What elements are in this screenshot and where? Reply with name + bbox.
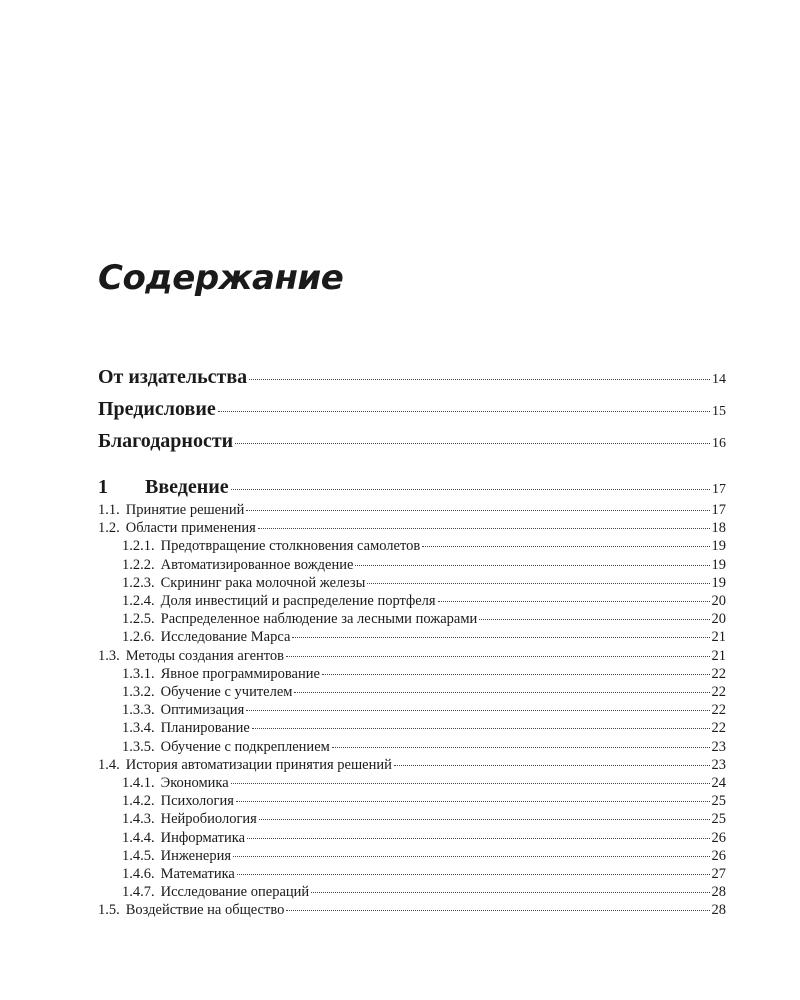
section-title: Исследование Марса [160,629,291,646]
section-title: Доля инвестиций и распределение портфеля [160,593,436,609]
section-number: 1.4. [98,756,120,773]
dot-leader [394,765,710,766]
section-number: 1.3.5. [122,738,155,755]
toc-entry-subsection[interactable] [122,720,726,737]
dot-leader [258,528,710,529]
dot-leader [438,601,710,602]
toc-entry-label [122,848,231,865]
dot-leader [286,656,709,657]
section-title: Математика [160,866,235,882]
section-number: 1.4.5. [122,847,155,864]
section-title: Области применения [125,520,256,537]
section-title: Принятие решений [125,502,245,518]
section-number: 1.4.2. [122,793,155,810]
toc-entry-chapter[interactable] [98,476,726,499]
toc-entry-subsection[interactable] [122,575,726,592]
toc-entry-label [122,775,229,792]
toc-page-number: 26 [711,829,726,846]
toc-entry-label [122,830,245,847]
toc-page-number: 19 [711,574,726,591]
toc-entry-subsection[interactable] [122,611,726,628]
section-title: Нейробиология [160,811,257,828]
chapter-title: Введение [145,476,229,498]
section-number: 1.2.6. [122,629,155,646]
section-number: 1.2.4. [122,593,155,609]
toc-entry-label [98,648,284,665]
toc-page-number: 26 [711,847,726,864]
dot-leader [252,728,710,729]
toc-page-number: 16 [712,436,726,451]
toc-entry-label [98,902,284,919]
section-title: Инженерия [160,847,231,864]
toc-entry-subsection[interactable] [122,830,726,847]
section-title: Планирование [160,720,250,737]
dot-leader [322,674,710,675]
toc-entry-label [122,684,292,701]
toc-page-number: 27 [711,866,726,882]
toc-page-number: 20 [711,593,726,609]
toc-page-number: 24 [711,775,726,791]
section-number: 1.5. [98,902,120,919]
section-number: 1.2.1. [122,538,155,555]
section-number: 1.3.2. [122,684,155,700]
toc-page-number: 18 [711,520,726,537]
section-number: 1.4.3. [122,811,155,828]
section-title: Обучение с подкреплением [160,738,330,755]
toc-page-number: 22 [711,702,726,719]
toc-page-number: 28 [711,902,726,919]
dot-leader [236,801,710,802]
dot-leader [332,747,710,748]
toc-entry-subsection[interactable] [122,684,726,701]
toc-entry-label [122,793,234,810]
section-number: 1.1. [98,502,120,518]
toc-entry-label [122,629,290,646]
toc-entry-label [122,739,330,756]
section-title: Оптимизация [160,702,245,719]
dot-leader [237,874,710,875]
dot-leader [247,838,709,839]
section-title: Скрининг рака молочной железы [160,574,366,591]
toc-page-number: 15 [712,404,726,419]
toc-entry-subsection[interactable] [122,793,726,810]
dot-leader [294,692,709,693]
section-number: 1.2. [98,520,120,537]
dot-leader [233,856,710,857]
toc-entry-label [122,593,436,610]
toc-entry-label [122,884,309,901]
toc-page-number: 19 [711,538,726,555]
dot-leader [231,489,710,490]
dot-leader [218,411,710,412]
toc-entry-subsection[interactable] [122,866,726,883]
toc-entry-front[interactable] [98,366,726,389]
toc-entry-subsection[interactable] [122,702,726,719]
section-title: Автоматизированное вождение [160,556,354,573]
toc-entry-label: От издательства [98,366,248,388]
toc-entry-label [98,476,229,499]
toc-entry-front[interactable] [98,430,726,453]
section-number: 1.4.1. [122,775,155,791]
toc-entry-label [122,575,365,592]
toc-page-number: 21 [711,647,726,664]
toc-entry-subsection[interactable] [122,629,726,646]
section-title: Экономика [160,775,229,791]
toc-entry-label [122,538,420,555]
dot-leader [422,546,709,547]
toc-page-number: 21 [711,629,726,646]
toc-entry-label [122,811,257,828]
section-title: Распределенное наблюдение за лесными пожарами [160,611,478,628]
section-number: 1.3.4. [122,720,155,737]
toc-page-number: 23 [711,738,726,755]
toc-page-number: 28 [711,884,726,901]
section-title: Информатика [160,829,246,846]
toc-page-number: 17 [711,502,726,518]
toc-entry-section[interactable] [98,757,726,774]
toc-page-number: 22 [711,684,726,700]
toc-page-number: 25 [711,793,726,810]
toc-entry-label [122,866,235,883]
section-title: Явное программирование [160,665,320,682]
toc-entry-section[interactable] [98,902,726,919]
section-number: 1.3. [98,647,120,664]
dot-leader [292,637,709,638]
toc-entry-label [98,757,392,774]
toc-entry-label [98,520,256,537]
dot-leader [259,819,710,820]
toc-page-number: 25 [711,811,726,828]
toc-entry-section[interactable] [98,502,726,519]
toc-entry-label [122,666,320,683]
section-title: Методы создания агентов [125,647,285,664]
section-title: История автоматизации принятия решений [125,756,392,773]
dot-leader [246,510,709,511]
chapter-number: 1 [98,476,108,498]
toc-page-number: 19 [711,556,726,573]
toc-entry-label [122,611,477,628]
toc-entry-subsection[interactable] [122,739,726,756]
toc-entry-label [98,502,244,519]
toc-entry-subsection[interactable] [122,811,726,828]
section-title: Психология [160,793,234,810]
toc-entry-subsection[interactable] [122,848,726,865]
section-title: Обучение с учителем [160,684,293,700]
section-number: 1.2.2. [122,556,155,573]
toc-entry-label [122,557,353,574]
section-number: 1.2.5. [122,611,155,628]
toc-entry-subsection[interactable] [122,775,726,792]
toc-page-number: 17 [712,482,726,497]
section-number: 1.4.7. [122,884,155,901]
toc-entry-subsection[interactable] [122,557,726,574]
toc-page-number: 14 [712,372,726,387]
toc-page-number: 22 [711,720,726,737]
dot-leader [479,619,709,620]
toc-page-number: 20 [711,611,726,628]
toc-entry-front[interactable] [98,398,726,421]
section-number: 1.4.6. [122,866,155,882]
section-number: 1.2.3. [122,574,155,591]
toc-entry-subsection[interactable] [122,884,726,901]
toc-entry-subsection[interactable] [122,593,726,610]
toc-entry-subsection[interactable] [122,538,726,555]
toc-entry-section[interactable] [98,520,726,537]
toc-entry-label: Благодарности [98,430,234,452]
page-title: Содержание [98,258,344,298]
toc-page-number: 22 [711,665,726,682]
toc-entry-label [122,720,250,737]
dot-leader [286,910,709,911]
dot-leader [235,443,710,444]
dot-leader [231,783,710,784]
section-title: Предотвращение столкновения самолетов [160,538,421,555]
section-number: 1.3.3. [122,702,155,719]
dot-leader [246,710,709,711]
toc-entry-label [122,702,244,719]
toc-entry-label: Предисловие [98,398,216,420]
dot-leader [249,379,710,380]
dot-leader [311,892,709,893]
toc-page-number: 23 [711,756,726,773]
section-number: 1.3.1. [122,665,155,682]
dot-leader [355,565,709,566]
section-number: 1.4.4. [122,829,155,846]
toc-entry-subsection[interactable] [122,666,726,683]
section-title: Исследование операций [160,884,310,901]
dot-leader [367,583,709,584]
toc-entry-section[interactable] [98,648,726,665]
section-title: Воздействие на общество [125,902,285,919]
